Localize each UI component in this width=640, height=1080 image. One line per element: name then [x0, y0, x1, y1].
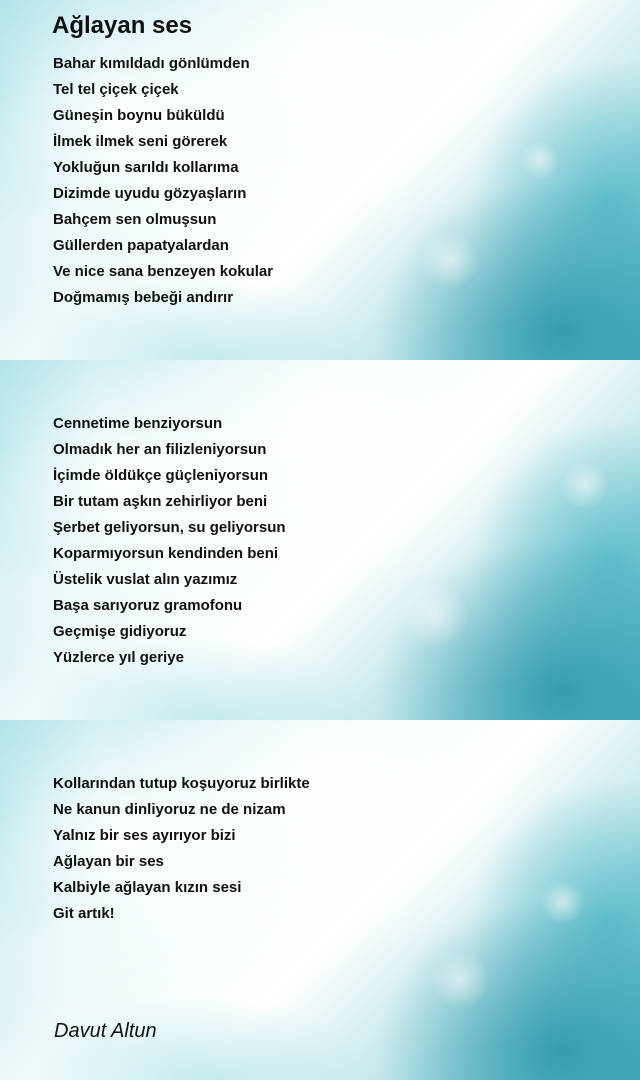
bokeh-decoration [520, 140, 560, 180]
poem-line: Cennetime benziyorsun [53, 415, 223, 432]
poem-line: Ağlayan bir ses [53, 853, 164, 870]
poem-line: Yokluğun sarıldı kollarıma [53, 159, 239, 176]
poem-line: İlmek ilmek seni görerek [53, 133, 228, 150]
poem-line: Şerbet geliyorsun, su geliyorsun [53, 519, 286, 536]
poem-line: Ve nice sana benzeyen kokular [53, 263, 274, 280]
poem-line: Tel tel çiçek çiçek [53, 81, 179, 98]
stanza-1 [53, 51, 273, 311]
poem-line: Başa sarıyoruz gramofonu [53, 597, 243, 614]
poem-line: Yalnız bir ses ayırıyor bizi [53, 827, 236, 844]
author-name: Davut Altun [54, 1020, 157, 1042]
poem-line: Koparmıyorsun kendinden beni [53, 545, 279, 562]
stanza-3 [53, 771, 310, 927]
bokeh-decoration [420, 230, 480, 290]
poem-line: Bahçem sen olmuşsun [53, 211, 217, 228]
poem-line: İçimde öldükçe güçleniyorsun [53, 467, 269, 484]
poem-line: Bahar kımıldadı gönlümden [53, 55, 250, 72]
panel-2 [0, 360, 640, 720]
poem-line: Ne kanun dinliyoruz ne de nizam [53, 801, 286, 818]
poem-line: Bir tutam aşkın zehirliyor beni [53, 493, 268, 510]
stanza-2 [53, 411, 286, 671]
poem-line: Dizimde uyudu gözyaşların [53, 185, 247, 202]
panel-1 [0, 0, 640, 360]
poem-line: Kollarından tutup koşuyoruz birlikte [53, 775, 310, 792]
bokeh-decoration [400, 580, 470, 650]
poem-line: Doğmamış bebeği andırır [53, 289, 234, 306]
poem-line: Üstelik vuslat alın yazımız [53, 571, 238, 588]
poem-line: Yüzlerce yıl geriye [53, 649, 184, 666]
poem-line: Kalbiyle ağlayan kızın sesi [53, 879, 242, 896]
bokeh-decoration [540, 880, 585, 925]
poem-line: Git artık! [53, 905, 115, 922]
poem-line: Geçmişe gidiyoruz [53, 623, 187, 640]
poem-title: Ağlayan ses [52, 12, 193, 39]
bokeh-decoration [560, 460, 610, 510]
poem-line: Olmadık her an filizleniyorsun [53, 441, 267, 458]
poem-line: Güneşin boynu büküldü [53, 107, 225, 124]
panel-3 [0, 720, 640, 1080]
bokeh-decoration [430, 950, 490, 1010]
poem-line: Güllerden papatyalardan [53, 237, 229, 254]
